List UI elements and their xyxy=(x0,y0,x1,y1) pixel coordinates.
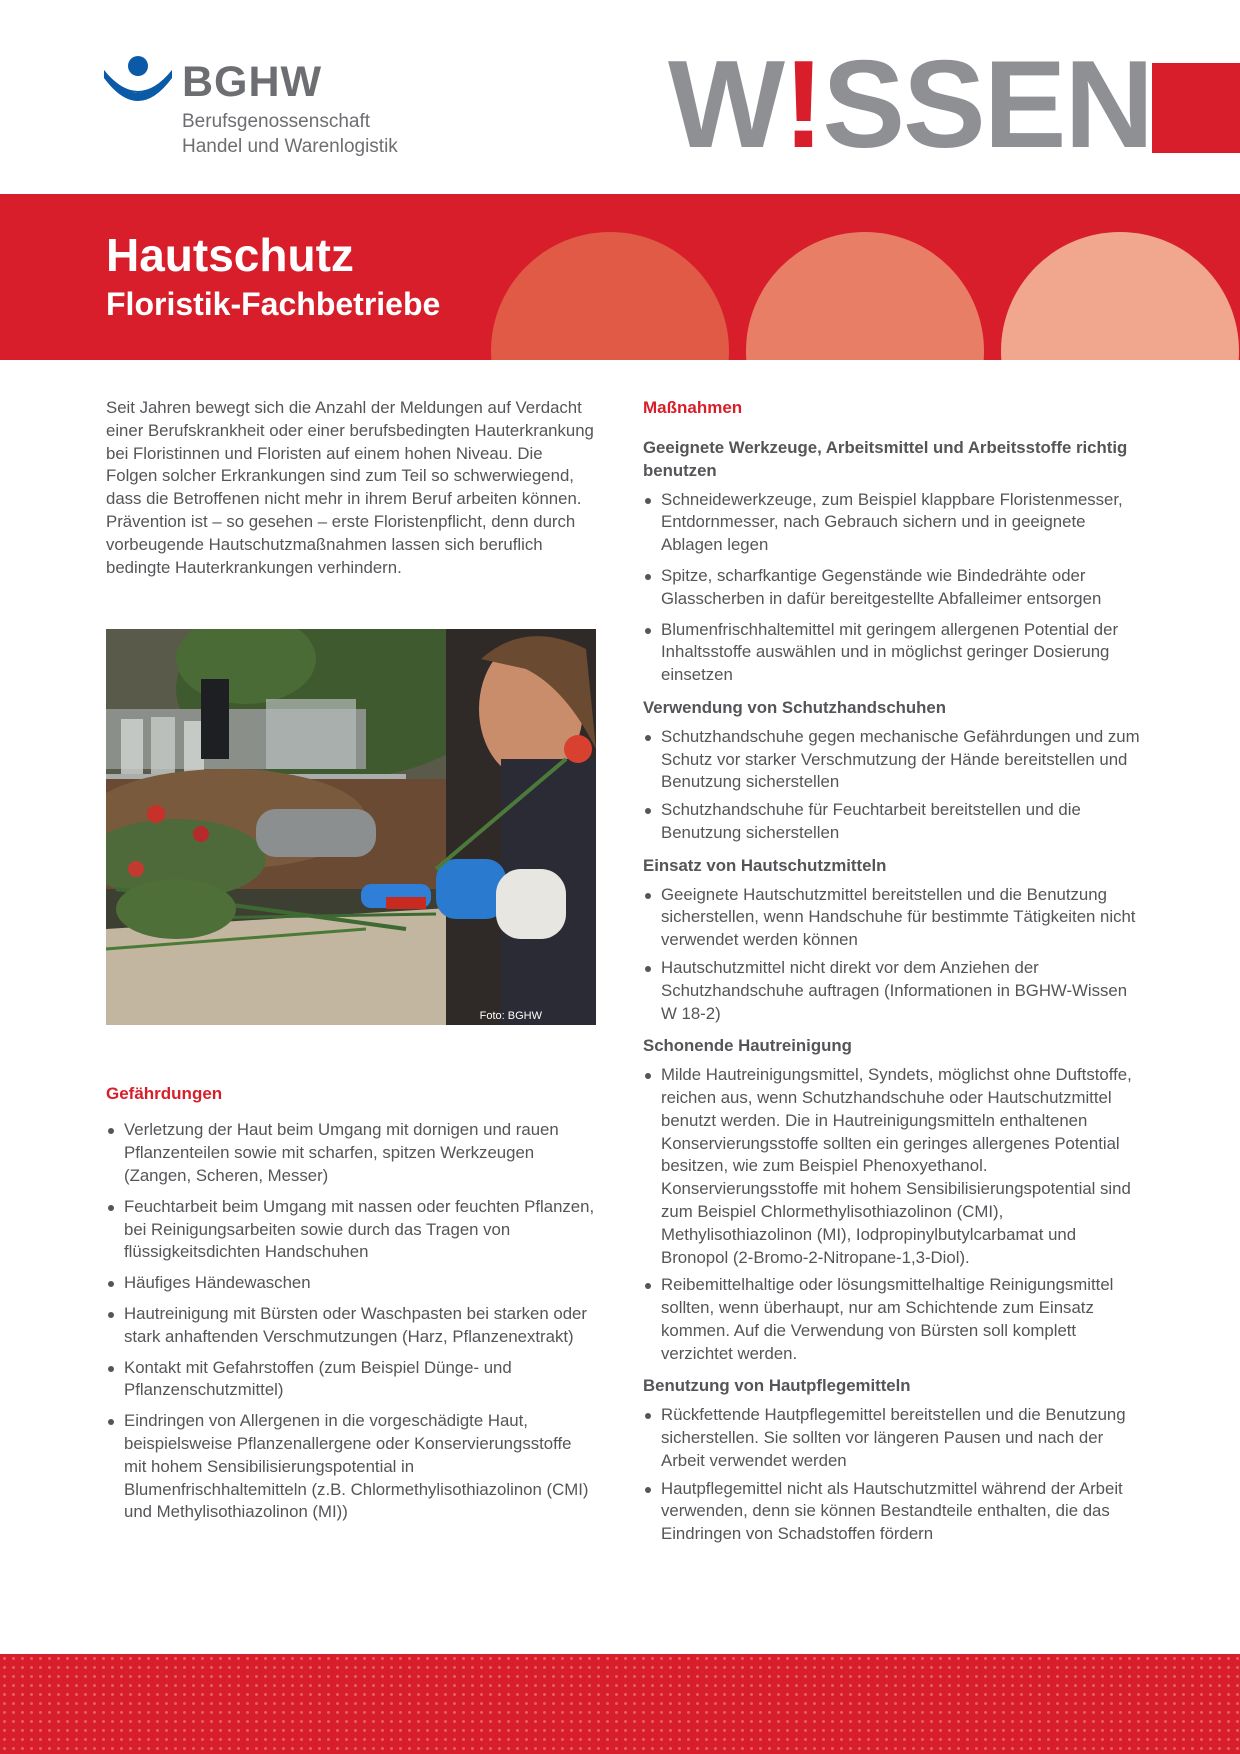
logo-subline-2: Handel und Warenlogistik xyxy=(182,136,398,157)
intro-paragraph: Seit Jahren bewegt sich die Anzahl der Meldungen auf Verdacht einer Berufskrankheit oder einer berufsbedingten Hauterkrankung bei Floristinnen und Floristen auf einem hohen Niveau. Die Folgen solcher Erkrankungen sind zum Teil so schwerwiegend, dass die Betroffenen nicht mehr in ihrem Beruf arbeiten können. Prävention ist – so gesehen – erste Floristenpflicht, denn durch vorbeugende Hautschutzmaßnahmen lassen sich beruflich bedingte Hauterkrankungen verhindern. xyxy=(106,398,594,577)
measures-list xyxy=(643,884,1143,1026)
list-item: Hautschutzmittel nicht direkt vor dem Anziehen der Schutzhandschuhe auftragen (Informationen in BGHW-Wissen W 18-2) xyxy=(643,957,1143,1025)
measures-list xyxy=(643,489,1143,687)
bghw-emblem-icon xyxy=(104,56,172,106)
wordmark-ssen: SSEN xyxy=(822,36,1153,174)
right-column xyxy=(643,397,1143,1556)
hazards-heading: Gefährdungen xyxy=(106,1084,223,1104)
measures-group-title: Verwendung von Schutzhandschuhen xyxy=(643,697,947,717)
florist-photo-illustration xyxy=(106,629,596,1025)
logo-subline-1: Berufsgenossenschaft xyxy=(182,111,371,132)
banner-circle-decoration xyxy=(1001,232,1239,360)
title-banner xyxy=(0,194,1240,360)
list-item: Schneidewerkzeuge, zum Beispiel klappbare Floristenmesser, Entdornmesser, nach Gebrauch sichern und in geeignete Ablagen legen xyxy=(643,489,1143,557)
list-item: Rückfettende Hautpflegemittel bereitstellen und die Benutzung sicherstellen. Sie sollten vor längeren Pausen und nach der Arbeit verwendet werden xyxy=(643,1404,1143,1472)
wordmark-exclamation: ! xyxy=(783,36,823,174)
banner-circle-decoration xyxy=(746,232,984,360)
bghw-logo xyxy=(104,56,424,156)
page-subtitle: Floristik-Fachbetriebe xyxy=(106,286,441,322)
wordmark-red-square xyxy=(1152,63,1240,153)
florist-photo xyxy=(106,629,596,1025)
list-item: Reibemittelhaltige oder lösungsmittelhaltige Reinigungsmittel sollten, wenn überhaupt, nur am Schichtende zum Einsatz kommen. Auf die Verwendung von Bürsten soll komplett verzichtet werden. xyxy=(643,1274,1143,1365)
measures-heading: Maßnahmen xyxy=(643,398,743,417)
measures-group-title: Einsatz von Hautschutzmitteln xyxy=(643,855,887,875)
list-item: Verletzung der Haut beim Umgang mit dornigen und rauen Pflanzenteilen sowie mit scharfen, spitzen Werkzeugen (Zangen, Scheren, Messer) xyxy=(106,1119,598,1187)
list-item: Feuchtarbeit beim Umgang mit nassen oder feuchten Pflanzen, bei Reinigungsarbeiten sowie durch das Tragen von flüssigkeitsdichten Handschuhen xyxy=(106,1196,598,1264)
wordmark-w: W xyxy=(668,36,784,174)
measures-group-title: Schonende Hautreinigung xyxy=(643,1036,852,1056)
measures-list xyxy=(643,726,1143,845)
list-item: Schutzhandschuhe gegen mechanische Gefährdungen und zum Schutz vor starker Verschmutzung der Hände bereitstellen und Benutzung sicherstellen xyxy=(643,726,1143,794)
measures-group xyxy=(643,1035,1143,1365)
list-item: Hautreinigung mit Bürsten oder Waschpasten bei starken oder stark anhaftenden Verschmutzungen (Harz, Pflanzenextrakt) xyxy=(106,1303,598,1349)
page-title: Hautschutz xyxy=(106,229,354,281)
measures-group xyxy=(643,855,1143,1026)
measures-group xyxy=(643,437,1143,687)
list-item: Milde Hautreinigungsmittel, Syndets, möglichst ohne Duftstoffe, reichen aus, wenn Schutzhandschuhe oder Hautschutzmittel benutzt werden. Die in Hautreinigungsmitteln enthaltenen Konservierungsstoffe sollten ein geringes allergenes Potential besitzen, wie zum Beispiel Phenoxyethanol. Konservierungsstoffe mit hohem Sensibilisierungspotential sind zum Beispiel Chlormethylisothiazolinon (CMI), Methylisothiazolinon (MI), Iodpropinylbutylcarbamat und Bronopol (2-Bromo-2-Nitropane-1,3-Diol). xyxy=(643,1064,1143,1269)
list-item: Spitze, scharfkantige Gegenstände wie Bindedrähte oder Glasscherben in dafür bereitgestellte Abfalleimer entsorgen xyxy=(643,565,1143,611)
photo-credit: Foto: BGHW xyxy=(479,1010,542,1023)
list-item: Blumenfrischhaltemittel mit geringem allergenen Potential der Inhaltsstoffe auswählen und in möglichst geringer Dosierung einsetzen xyxy=(643,619,1143,687)
list-item: Geeignete Hautschutzmittel bereitstellen und die Benutzung sicherstellen, wenn Handschuhe für bestimmte Tätigkeiten nicht verwendet werden können xyxy=(643,884,1143,952)
logo-name: BGHW xyxy=(182,58,323,106)
list-item: Häufiges Händewaschen xyxy=(106,1272,598,1295)
measures-group xyxy=(643,1375,1143,1546)
hazards-list xyxy=(106,1119,598,1524)
footer-dot-pattern-band xyxy=(0,1654,1240,1754)
measures-list xyxy=(643,1064,1143,1365)
measures-list xyxy=(643,1404,1143,1546)
list-item: Eindringen von Allergenen in die vorgeschädigte Haut, beispielsweise Pflanzenallergene oder Konservierungsstoffe mit hohem Sensibilisierungspotential in Blumenfrischhaltemitteln (z.B. Chlormethylisothiazolinon (CMI) und Methylisothiazolinon (MI)) xyxy=(106,1410,598,1524)
banner-circle-decoration xyxy=(491,232,729,360)
left-column xyxy=(106,397,598,1532)
list-item: Kontakt mit Gefahrstoffen (zum Beispiel Dünge- und Pflanzenschutzmittel) xyxy=(106,1357,598,1403)
measures-group-title: Geeignete Werkzeuge, Arbeitsmittel und Arbeitsstoffe richtig benutzen xyxy=(643,438,1128,480)
list-item: Schutzhandschuhe für Feuchtarbeit bereitstellen und die Benutzung sicherstellen xyxy=(643,799,1143,845)
measures-group xyxy=(643,697,1143,845)
wissen-wordmark xyxy=(668,36,1153,174)
measures-group-title: Benutzung von Hautpflegemitteln xyxy=(643,1376,911,1396)
list-item: Hautpflegemittel nicht als Hautschutzmittel während der Arbeit verwenden, denn sie können Bestandteile enthalten, die das Eindringen von Schadstoffen fördern xyxy=(643,1478,1143,1546)
